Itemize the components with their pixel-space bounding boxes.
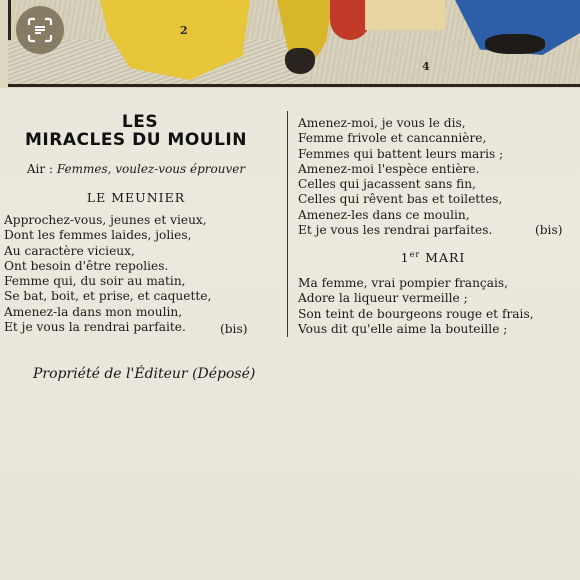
- verse-line: Celles qui rêvent bas et toilettes,: [298, 192, 503, 207]
- illustration-red-detail: [330, 0, 370, 40]
- verse-line: Celles qui jacassent sans fin,: [298, 177, 476, 192]
- air-label: Air :: [26, 162, 53, 176]
- text-scan-icon: [27, 17, 53, 43]
- section-heading-mari-number: 1: [400, 250, 410, 266]
- illustration-strip: [0, 0, 580, 88]
- section-heading-mari: [298, 250, 568, 265]
- verse-line: Approchez-vous, jeunes et vieux,: [4, 213, 207, 227]
- verse-line: Se bat, boit, et prise, et caquette,: [4, 289, 212, 304]
- verse-line: Ont besoin d'être repolies.: [4, 258, 169, 273]
- verse-1-repeat-mark: (bis): [220, 322, 248, 336]
- illustration-boots: [485, 34, 545, 54]
- verse-1: [4, 213, 211, 335]
- verse-line: Et je vous les rendrai parfaites.: [298, 223, 493, 238]
- verse-2: [298, 116, 503, 238]
- verse-line: Amenez-moi, je vous le dis,: [298, 116, 466, 130]
- verse-line: Et je vous la rendrai parfaite.: [4, 320, 186, 335]
- verse-line: Amenez-moi l'espèce entière.: [298, 161, 480, 176]
- illustration-number-2: 2: [180, 24, 188, 37]
- section-heading-mari-ordinal: er: [409, 250, 421, 259]
- illustration-light-area: [365, 0, 445, 30]
- air-line: [0, 162, 272, 176]
- verse-line: Son teint de bourgeons rouge et frais,: [298, 306, 534, 321]
- song-title-line1: LES: [121, 112, 159, 132]
- song-title-line2: MIRACLES DU MOULIN: [25, 130, 247, 150]
- air-title: Femmes, voulez-vous éprouver: [56, 162, 246, 176]
- publisher-note: Propriété de l'Éditeur (Déposé): [33, 366, 256, 382]
- verse-line: Femme qui, du soir au matin,: [4, 274, 186, 289]
- section-heading-mari-text: MARI: [420, 250, 466, 266]
- verse-3: [298, 276, 534, 337]
- verse-line: Au caractère vicieux,: [4, 243, 135, 258]
- verse-line: Amenez-la dans mon moulin,: [4, 304, 183, 319]
- illustration-shoe: [285, 48, 315, 74]
- verse-line: Ma femme, vrai pompier français,: [298, 276, 509, 290]
- text-scan-button[interactable]: [16, 6, 64, 54]
- verse-2-repeat-mark: (bis): [535, 223, 563, 237]
- verse-line: Femmes qui battent leurs maris ;: [298, 146, 504, 161]
- verse-line: Dont les femmes laides, jolies,: [4, 228, 192, 243]
- section-heading-meunier: LE MEUNIER: [86, 190, 186, 205]
- verse-line: Vous dit qu'elle aime la bouteille ;: [298, 321, 508, 336]
- illustration-number-4: 4: [422, 60, 430, 73]
- verse-line: Femme frivole et cancannière,: [298, 131, 487, 146]
- verse-line: Adore la liqueur vermeille ;: [298, 291, 468, 306]
- column-divider: [287, 111, 288, 337]
- verse-line: Amenez-les dans ce moulin,: [298, 207, 470, 222]
